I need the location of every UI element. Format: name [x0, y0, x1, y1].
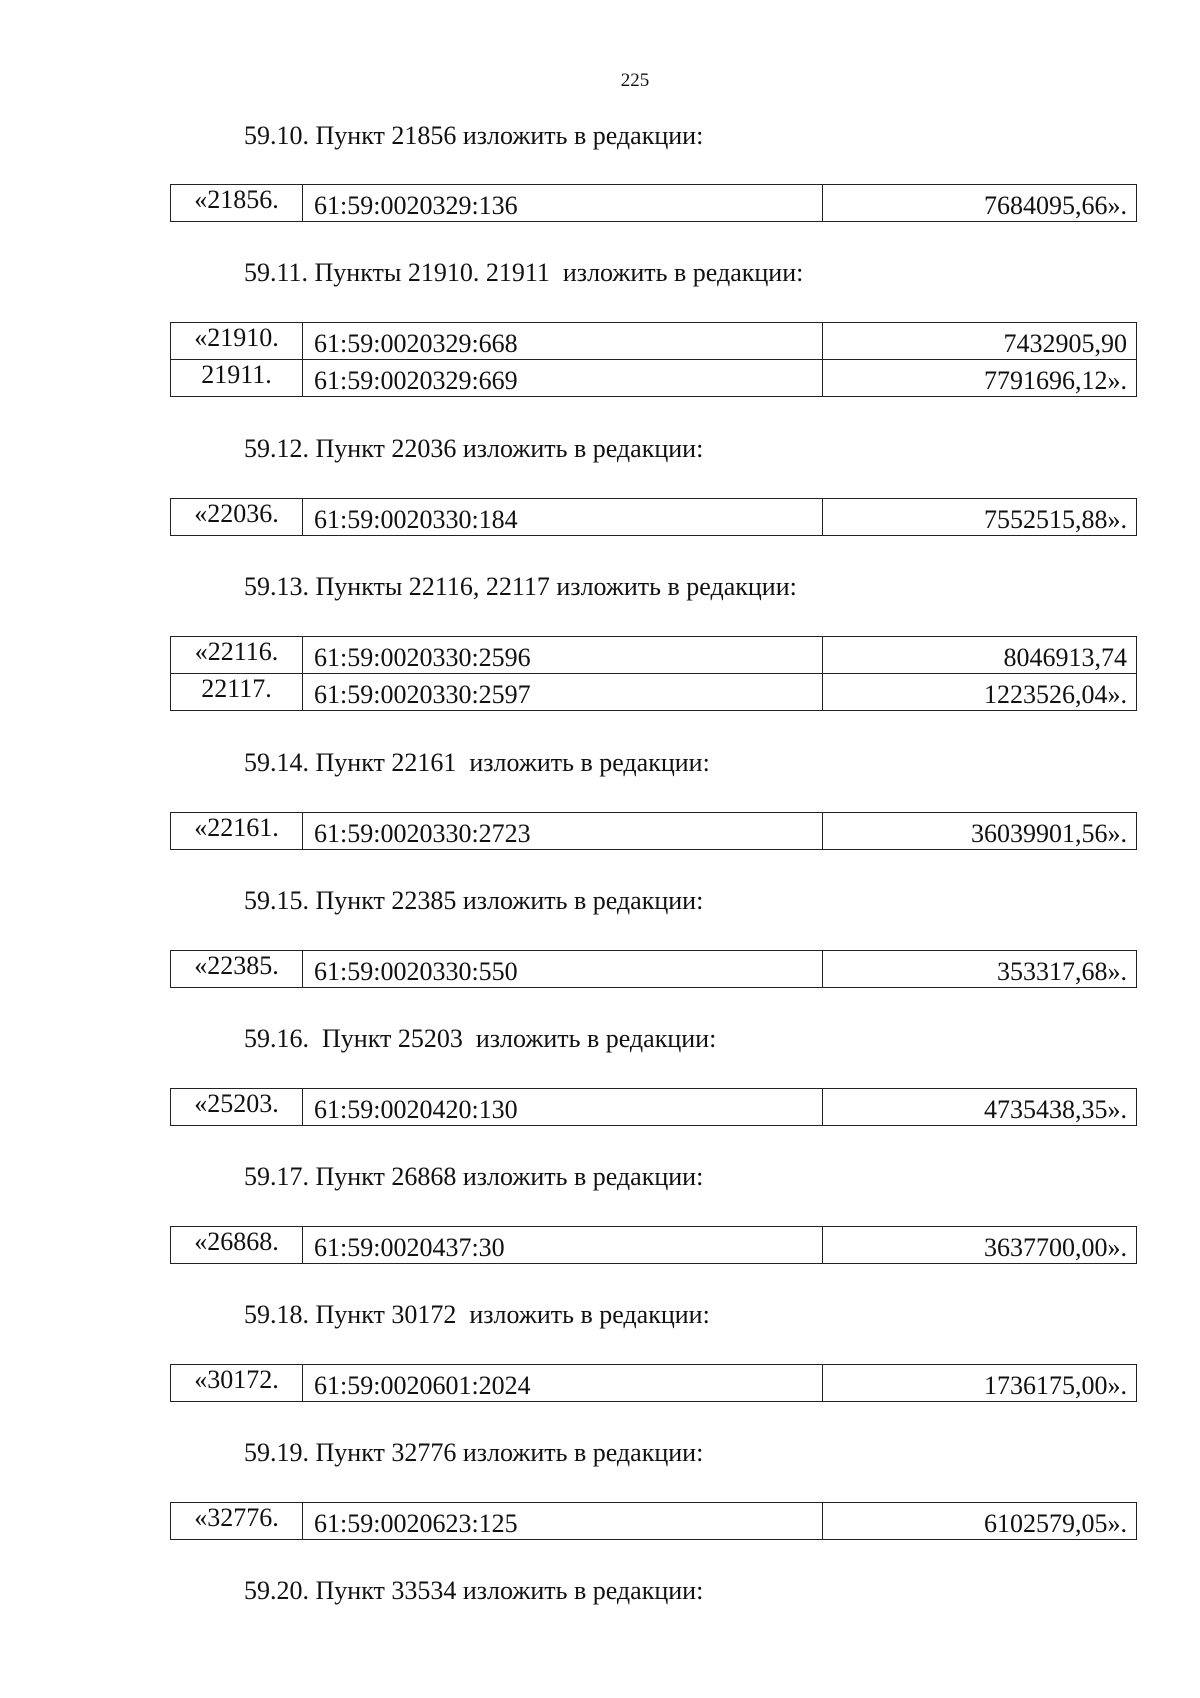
item-number: 21911. — [171, 360, 303, 397]
table-row — [171, 323, 1137, 360]
cadastral-number: 61:59:0020330:184 — [303, 499, 823, 536]
cadastral-value: 7432905,90 — [823, 323, 1137, 360]
cadastral-value: 4735438,35». — [823, 1089, 1137, 1126]
amendment-table — [170, 812, 1137, 850]
section-heading: 59.11. Пункты 21910. 21911 изложить в редакции: — [244, 258, 804, 287]
item-number: «21856. — [171, 185, 303, 222]
item-number: «26868. — [171, 1227, 303, 1264]
cadastral-value: 7684095,66». — [823, 185, 1137, 222]
table-row — [171, 360, 1137, 397]
cadastral-number: 61:59:0020437:30 — [303, 1227, 823, 1264]
table-row — [171, 1089, 1137, 1126]
item-number: «22385. — [171, 951, 303, 988]
section-heading: 59.15. Пункт 22385 изложить в редакции: — [244, 886, 704, 915]
section-heading: 59.12. Пункт 22036 изложить в редакции: — [244, 434, 704, 463]
table-row — [171, 1227, 1137, 1264]
amendment-table — [170, 636, 1137, 711]
cadastral-value: 8046913,74 — [823, 637, 1137, 674]
cadastral-value: 6102579,05». — [823, 1503, 1137, 1540]
table-row — [171, 499, 1137, 536]
amendment-table — [170, 322, 1137, 397]
item-number: «21910. — [171, 323, 303, 360]
section-heading: 59.20. Пункт 33534 изложить в редакции: — [244, 1576, 704, 1605]
section-heading: 59.17. Пункт 26868 изложить в редакции: — [244, 1162, 704, 1191]
item-number: «32776. — [171, 1503, 303, 1540]
cadastral-number: 61:59:0020329:136 — [303, 185, 823, 222]
table-row — [171, 1365, 1137, 1402]
section-heading: 59.16. Пункт 25203 изложить в редакции: — [244, 1024, 717, 1053]
page-number: 225 — [620, 70, 650, 91]
section-heading: 59.14. Пункт 22161 изложить в редакции: — [244, 748, 710, 777]
amendment-table — [170, 184, 1137, 222]
cadastral-value: 7791696,12». — [823, 360, 1137, 397]
table-row — [171, 185, 1137, 222]
table-row — [171, 1503, 1137, 1540]
item-number: «22161. — [171, 813, 303, 850]
amendment-table — [170, 498, 1137, 536]
cadastral-value: 36039901,56». — [823, 813, 1137, 850]
table-row — [171, 637, 1137, 674]
item-number: «22116. — [171, 637, 303, 674]
cadastral-value: 1736175,00». — [823, 1365, 1137, 1402]
cadastral-value: 7552515,88». — [823, 499, 1137, 536]
cadastral-number: 61:59:0020623:125 — [303, 1503, 823, 1540]
amendment-table — [170, 950, 1137, 988]
item-number: 22117. — [171, 674, 303, 711]
table-row — [171, 674, 1137, 711]
cadastral-number: 61:59:0020330:2597 — [303, 674, 823, 711]
section-heading: 59.10. Пункт 21856 изложить в редакции: — [244, 121, 704, 150]
cadastral-number: 61:59:0020330:2723 — [303, 813, 823, 850]
item-number: «30172. — [171, 1365, 303, 1402]
section-heading: 59.13. Пункты 22116, 22117 изложить в редакции: — [244, 572, 797, 601]
cadastral-value: 353317,68». — [823, 951, 1137, 988]
section-heading: 59.18. Пункт 30172 изложить в редакции: — [244, 1300, 710, 1329]
amendment-table — [170, 1088, 1137, 1126]
section-heading: 59.19. Пункт 32776 изложить в редакции: — [244, 1438, 704, 1467]
amendment-table — [170, 1226, 1137, 1264]
cadastral-number: 61:59:0020330:2596 — [303, 637, 823, 674]
amendment-table — [170, 1502, 1137, 1540]
cadastral-value: 3637700,00». — [823, 1227, 1137, 1264]
cadastral-number: 61:59:0020329:669 — [303, 360, 823, 397]
table-row — [171, 813, 1137, 850]
cadastral-number: 61:59:0020329:668 — [303, 323, 823, 360]
cadastral-number: 61:59:0020601:2024 — [303, 1365, 823, 1402]
item-number: «25203. — [171, 1089, 303, 1126]
item-number: «22036. — [171, 499, 303, 536]
cadastral-number: 61:59:0020420:130 — [303, 1089, 823, 1126]
cadastral-value: 1223526,04». — [823, 674, 1137, 711]
cadastral-number: 61:59:0020330:550 — [303, 951, 823, 988]
amendment-table — [170, 1364, 1137, 1402]
table-row — [171, 951, 1137, 988]
